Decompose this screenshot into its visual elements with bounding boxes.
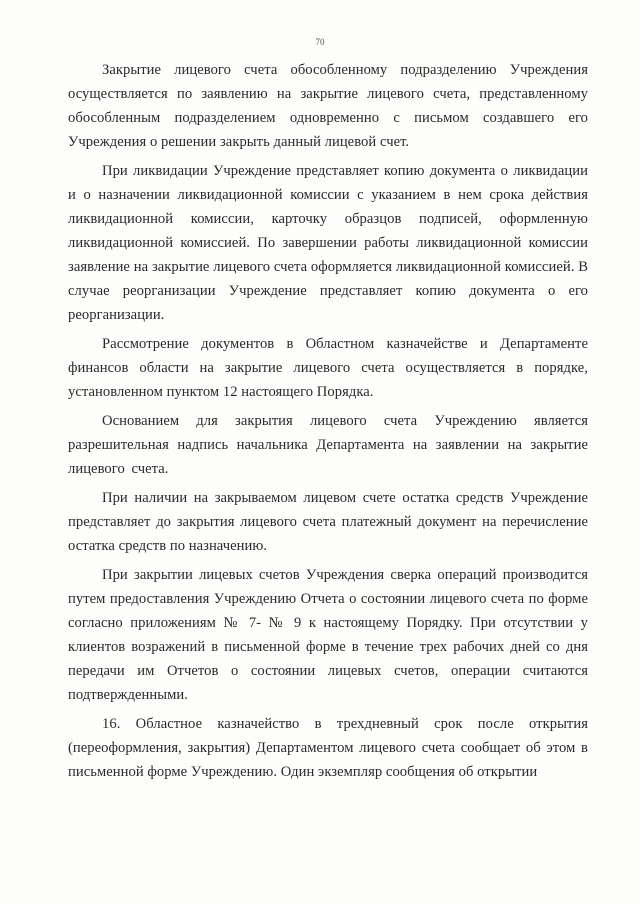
paragraph-closing-subdivision-account: Закрытие лицевого счета обособленному подразделению Учреждения осуществляется по заявлению на закрытие лицевого счета, представленному обособленным подразделением одновременно с письмом создавшего его Учреждения о решении закрыть данный лицевой счет. xyxy=(68,62,588,150)
paragraph-document-review: Рассмотрение документов в Областном казначействе и Департаменте финансов области на закрытие лицевого счета осуществляется в порядке, установленном пунктом 12 настоящего Порядка. xyxy=(68,336,588,400)
paragraph-liquidation: При ликвидации Учреждение представляет копию документа о ликвидации и о назначении ликвидационной комиссии с указанием в нем срока действия ликвидационной комиссии, карточку образцов подписей, оформленную ликвидационной комиссией. По завершении работы ликвидационной комиссии заявление на закрытие лицевого счета оформляется ликвидационной комиссией. В случае реорганизации Учреждение представляет копию документа о его реорганизации. xyxy=(68,163,588,323)
paragraph-item-16: 16. Областное казначейство в трехдневный срок после открытия (переоформления, закрытия) Департаментом лицевого счета сообщает об этом в письменной форме Учреждению. Один экземпляр сообщения об открытии xyxy=(68,716,588,780)
document-body xyxy=(68,58,588,789)
paragraph-remaining-balance: При наличии на закрываемом лицевом счете остатка средств Учреждение представляет до закрытия лицевого счета платежный документ на перечисление остатка средств по назначению. xyxy=(68,490,588,554)
paragraph-closing-basis: Основанием для закрытия лицевого счета Учреждению является разрешительная надпись начальника Департамента на заявлении на закрытие лицевого счета. xyxy=(68,413,588,477)
paragraph-reconciliation: При закрытии лицевых счетов Учреждения сверка операций производится путем предоставления Учреждению Отчета о состоянии лицевого счета по форме согласно приложениям № 7- № 9 к настоящему Порядку. При отсутствии у клиентов возражений в письменной форме в течение трех рабочих дней со дня передачи им Отчетов о состоянии лицевых счетов, операции считаются подтвержденными. xyxy=(68,567,588,703)
page-number: 70 xyxy=(315,37,325,47)
